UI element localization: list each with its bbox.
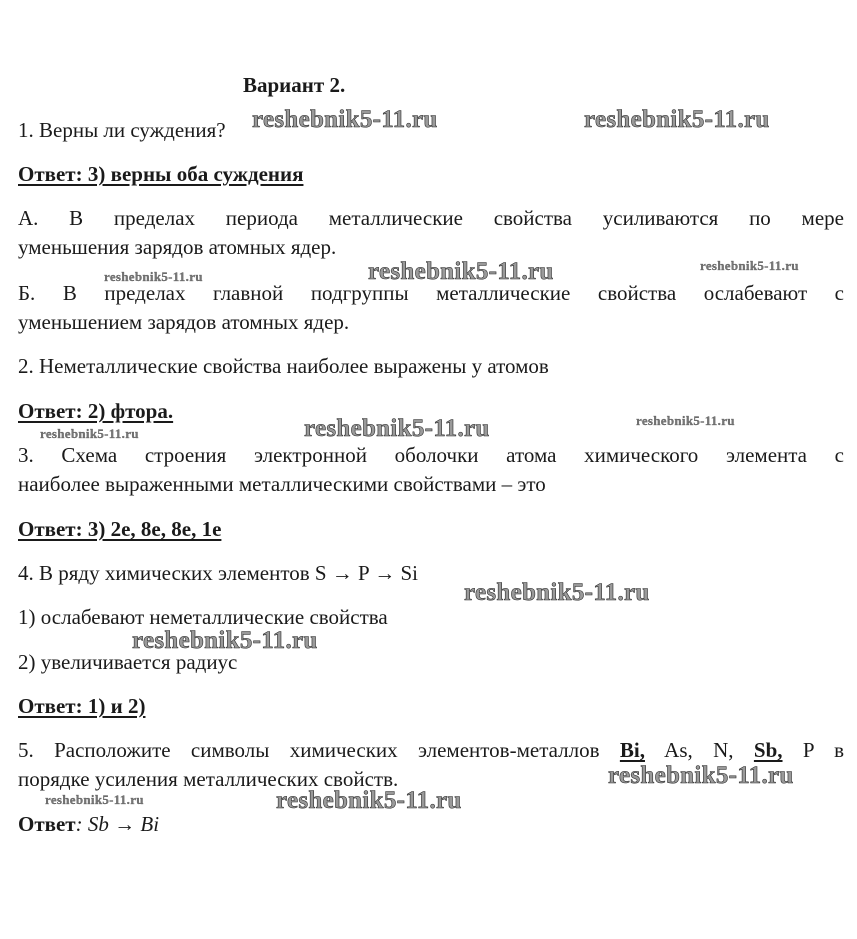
question-5-line2: порядке усиления металлических свойств.	[18, 767, 399, 791]
statement-a-line1: А. В пределах периода металлические свойства усиливаются по мере	[18, 206, 844, 230]
question-2: 2. Неметаллические свойства наиболее выражены у атомов	[18, 354, 549, 378]
page-title: Вариант 2.	[243, 73, 346, 97]
question-5-end: в	[834, 738, 845, 762]
question-5-line1	[18, 736, 844, 765]
symbol-n: N,	[713, 738, 734, 762]
watermark: reshebnik5-11.ru	[104, 269, 203, 284]
answer-5	[18, 810, 159, 839]
answer-5-value: : Sb → Bi	[75, 812, 160, 836]
watermark: reshebnik5-11.ru	[304, 415, 490, 442]
statement-b-line1: Б. В пределах главной подгруппы металлические свойства ослабевают с	[18, 281, 844, 305]
watermark: reshebnik5-11.ru	[464, 579, 650, 606]
watermark: reshebnik5-11.ru	[40, 426, 139, 441]
answer-4: Ответ: 1) и 2)	[18, 694, 146, 718]
question-4: 4. В ряду химических элементов S → P → Si	[18, 561, 418, 585]
question-5-text: 5. Расположите символы химических элементов-металлов	[18, 738, 600, 762]
option-1: 1) ослабевают неметаллические свойства	[18, 605, 388, 629]
watermark: reshebnik5-11.ru	[132, 627, 318, 654]
statement-b-line2: уменьшением зарядов атомных ядер.	[18, 310, 350, 334]
question-3-line1: 3. Схема строения электронной оболочки атома химического элемента с	[18, 443, 844, 467]
watermark: reshebnik5-11.ru	[45, 792, 144, 807]
statement-a-line2: уменьшения зарядов атомных ядер.	[18, 235, 337, 259]
question-1: 1. Верны ли суждения?	[18, 118, 226, 142]
answer-5-label: Ответ	[18, 812, 76, 836]
watermark: reshebnik5-11.ru	[276, 787, 462, 814]
watermark: reshebnik5-11.ru	[584, 106, 770, 133]
question-3-line2: наиболее выраженными металлическими свойствами – это	[18, 472, 546, 496]
watermark: reshebnik5-11.ru	[636, 413, 735, 428]
watermark: reshebnik5-11.ru	[700, 258, 799, 273]
symbol-p: P	[802, 738, 814, 762]
answer-1: Ответ: 3) верны оба суждения	[18, 162, 304, 186]
symbol-as: As,	[664, 738, 693, 762]
watermark: reshebnik5-11.ru	[252, 106, 438, 133]
watermark: reshebnik5-11.ru	[608, 762, 794, 789]
answer-2: Ответ: 2) фтора.	[18, 399, 174, 423]
option-2: 2) увеличивается радиус	[18, 650, 238, 674]
symbol-sb: Sb,	[753, 738, 783, 762]
answer-3: Ответ: 3) 2e, 8e, 8e, 1e	[18, 517, 222, 541]
watermark: reshebnik5-11.ru	[368, 258, 554, 285]
symbol-bi: Bi,	[619, 738, 645, 762]
